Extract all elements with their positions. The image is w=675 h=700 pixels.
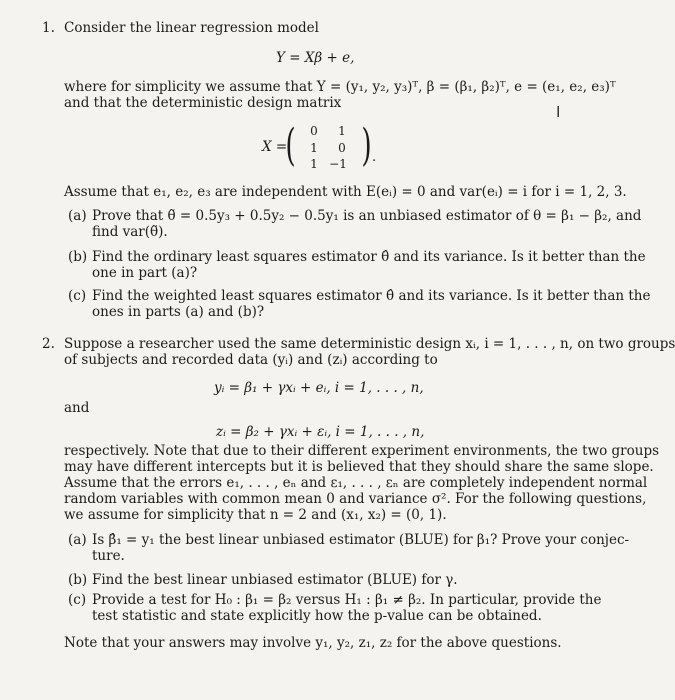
- matrix-cell: 1: [310, 157, 318, 171]
- left-paren: (: [285, 120, 296, 171]
- q2-equation-y: yᵢ = β₁ + γxᵢ + eᵢ, i = 1, . . . , n,: [214, 380, 424, 396]
- q2-body-line: may have different intercepts but it is believed that they should share the same slope.: [64, 459, 654, 475]
- matrix-cell: −1: [329, 157, 347, 171]
- q2-part-b-line-1: Find the best linear unbiased estimator (BLUE) for γ.: [92, 572, 458, 588]
- q2-body-line: random variables with common mean 0 and variance σ². For the following questions,: [64, 491, 647, 507]
- text-cursor-icon: I: [556, 103, 561, 121]
- q1-part-b-line-1: Find the ordinary least squares estimator θ̂ and its variance. Is it better than the: [92, 249, 646, 265]
- q2-part-c-line-1: Provide a test for H₀ : β₁ = β₂ versus H₁ : β₁ ≠ β₂. In particular, provide the: [92, 592, 602, 608]
- design-matrix: [262, 122, 382, 174]
- q1-part-c-line-2: ones in parts (a) and (b)?: [92, 304, 265, 320]
- right-paren: ): [361, 120, 372, 171]
- q2-body-line: respectively. Note that due to their different experiment environments, the two groups: [64, 443, 660, 459]
- q2-intro-line-2: of subjects and recorded data (yᵢ) and (zᵢ) according to: [64, 352, 438, 368]
- q2-part-a-line-1: Is β̂₁ = y₁ the best linear unbiased estimator (BLUE) for β₁? Prove your conjec-: [92, 532, 630, 548]
- q1-intro: Consider the linear regression model: [64, 20, 319, 36]
- q1-part-b-line-2: one in part (a)?: [92, 265, 198, 281]
- q2-part-c-line-2: test statistic and state explicitly how the p-value can be obtained.: [92, 608, 542, 624]
- q2-number: 2.: [42, 336, 55, 352]
- matrix-cell: 1: [338, 124, 346, 138]
- q1-part-a-line-1: Prove that θ̃ = 0.5y₃ + 0.5y₂ − 0.5y₁ is an unbiased estimator of θ = β₁ − β₂, and: [92, 208, 642, 224]
- q1-where-line-2: and that the deterministic design matrix: [64, 95, 342, 111]
- q1-number: 1.: [42, 20, 55, 36]
- matrix-end: .: [372, 150, 377, 165]
- q1-part-c-line-1: Find the weighted least squares estimator θ̂ and its variance. Is it better than the: [92, 288, 651, 304]
- matrix-label: X =: [262, 139, 288, 155]
- q2-body-line: Assume that the errors e₁, . . . , eₙ and ε₁, . . . , εₙ are completely independent normal: [64, 475, 648, 491]
- q2-equation-z: zᵢ = β₂ + γxᵢ + εᵢ, i = 1, . . . , n,: [216, 424, 425, 440]
- q2-intro-line-1: Suppose a researcher used the same deterministic design xᵢ, i = 1, . . . , n, on two groups: [64, 336, 675, 352]
- q2-part-label: (c): [68, 592, 87, 608]
- matrix-cell: 0: [338, 141, 346, 155]
- matrix-cell: 0: [310, 124, 318, 138]
- q1-where-line-1: where for simplicity we assume that Y = (y₁, y₂, y₃)ᵀ, β = (β₁, β₂)ᵀ, e = (e₁, e₂, e₃)ᵀ: [64, 79, 616, 95]
- q1-model-equation: Y = Xβ + e,: [276, 50, 355, 66]
- q1-assumption: Assume that e₁, e₂, e₃ are independent with E(eᵢ) = 0 and var(eᵢ) = i for i = 1, 2, 3.: [64, 184, 627, 200]
- q2-and: and: [64, 400, 90, 416]
- q1-part-label: (a): [68, 208, 87, 224]
- q1-part-label: (c): [68, 288, 87, 304]
- q2-part-label: (b): [68, 572, 88, 588]
- q2-part-label: (a): [68, 532, 87, 548]
- matrix-cell: 1: [310, 141, 318, 155]
- q2-body-line: we assume for simplicity that n = 2 and (x₁, x₂) = (0, 1).: [64, 507, 447, 523]
- q2-part-a-line-2: ture.: [92, 548, 125, 564]
- q2-note: Note that your answers may involve y₁, y₂, z₁, z₂ for the above questions.: [64, 635, 562, 651]
- q1-part-label: (b): [68, 249, 88, 265]
- q1-part-a-line-2: find var(θ̃).: [92, 224, 168, 240]
